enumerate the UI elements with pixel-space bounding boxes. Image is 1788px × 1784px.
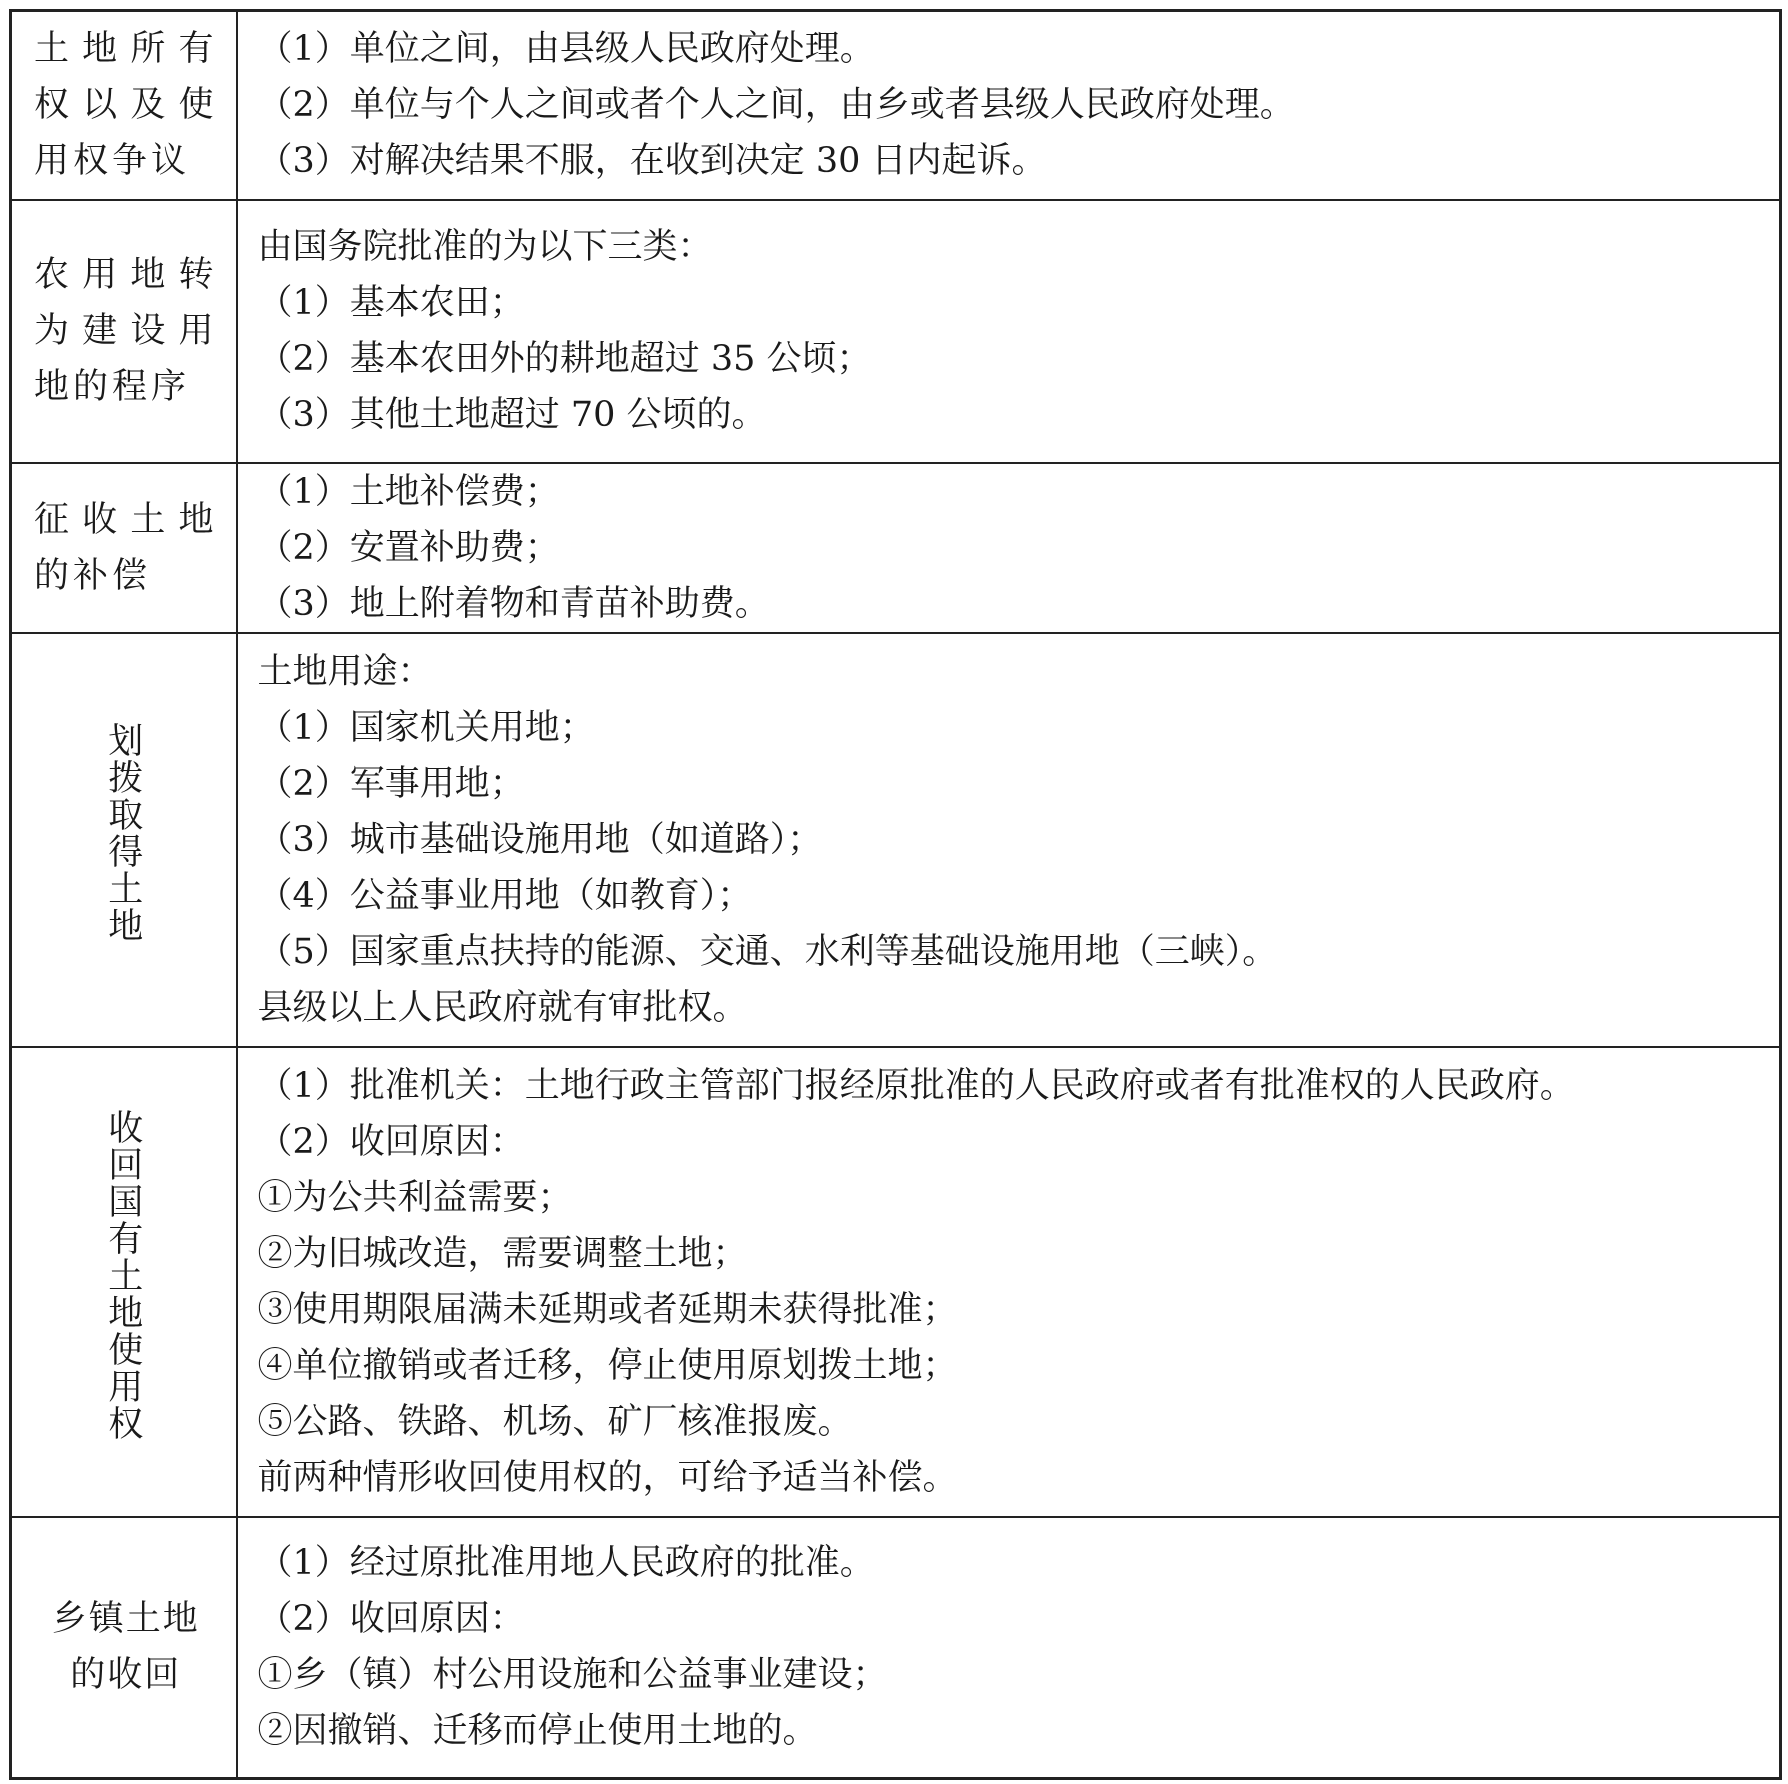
content-line: 前两种情形收回使用权的，可给予适当补偿。 — [257, 1457, 958, 1498]
land-law-table — [9, 9, 1782, 1780]
content-line: ④单位撤销或者迁移，停止使用原划拨土地； — [257, 1345, 958, 1386]
table-row — [11, 463, 1781, 633]
content-line: （2）单位与个人之间或者个人之间，由乡或者县级人民政府处理。 — [257, 85, 1295, 126]
row-label-cell — [11, 1517, 237, 1779]
row-label-cell — [11, 1047, 237, 1517]
content-line: （4）公益事业用地（如教育）； — [257, 875, 753, 916]
content-line: （1）国家机关用地； — [257, 707, 595, 748]
content-line: ③使用期限届满未延期或者延期未获得批准； — [257, 1289, 958, 1330]
table-row — [11, 200, 1781, 463]
content-line: 县级以上人民政府就有审批权。 — [257, 987, 748, 1028]
content-line: （3）城市基础设施用地（如道路）； — [257, 819, 823, 860]
content-line: （1）经过原批准用地人民政府的批准。 — [257, 1543, 875, 1584]
row-label: 乡镇土地的收回 — [51, 1599, 200, 1696]
document-page — [9, 9, 1779, 1775]
content-line: （1）基本农田； — [257, 283, 525, 323]
content-line: （3）其他土地超过 70 公顷的。 — [257, 395, 767, 435]
row-content-cell — [237, 1047, 1781, 1517]
content-line: （2）军事用地； — [257, 763, 525, 804]
row-label: 土地所有权以及使用权争议 — [34, 29, 218, 182]
content-line: （2）收回原因： — [257, 1599, 525, 1640]
content-line: （3）地上附着物和青苗补助费。 — [257, 583, 770, 624]
row-label-cell — [11, 463, 237, 633]
table-row — [11, 11, 1781, 200]
row-content-cell — [237, 633, 1781, 1047]
row-label: 农用地转为建设用地的程序 — [34, 255, 218, 407]
content-line: 土地用途： — [257, 651, 433, 692]
row-label: 征收土地的补偿 — [34, 499, 218, 596]
row-label: 划拨取得土地 — [108, 722, 144, 947]
content-line: （1）批准机关：土地行政主管部门报经原批准的人民政府或者有批准权的人民政府。 — [257, 1065, 1575, 1106]
content-line: ②为旧城改造，需要调整土地； — [257, 1233, 748, 1274]
content-line: （3）对解决结果不服，在收到决定 30 日内起诉。 — [257, 141, 1047, 182]
row-label-cell — [11, 11, 237, 200]
content-line: （1）单位之间，由县级人民政府处理。 — [257, 29, 875, 70]
content-line: ①乡（镇）村公用设施和公益事业建设； — [257, 1655, 888, 1696]
content-line: ⑤公路、铁路、机场、矿厂核准报废。 — [257, 1401, 853, 1442]
table-row — [11, 633, 1781, 1047]
content-line: （1）土地补偿费； — [257, 471, 560, 512]
row-content-cell — [237, 11, 1781, 200]
row-label-cell — [11, 633, 237, 1047]
content-line: （5）国家重点扶持的能源、交通、水利等基础设施用地（三峡）。 — [257, 931, 1278, 972]
row-label-cell — [11, 200, 237, 463]
content-line: 由国务院批准的为以下三类： — [257, 227, 713, 267]
row-content-cell — [237, 463, 1781, 633]
content-line: ②因撤销、迁移而停止使用土地的。 — [257, 1711, 818, 1752]
row-content-cell — [237, 200, 1781, 463]
row-label: 收回国有土地使用权 — [108, 1108, 144, 1445]
table-row — [11, 1517, 1781, 1779]
content-line: ①为公共利益需要； — [257, 1177, 573, 1218]
content-line: （2）安置补助费； — [257, 527, 560, 568]
table-row — [11, 1047, 1781, 1517]
row-content-cell — [237, 1517, 1781, 1779]
content-line: （2）收回原因： — [257, 1121, 525, 1162]
content-line: （2）基本农田外的耕地超过 35 公顷； — [257, 339, 872, 379]
